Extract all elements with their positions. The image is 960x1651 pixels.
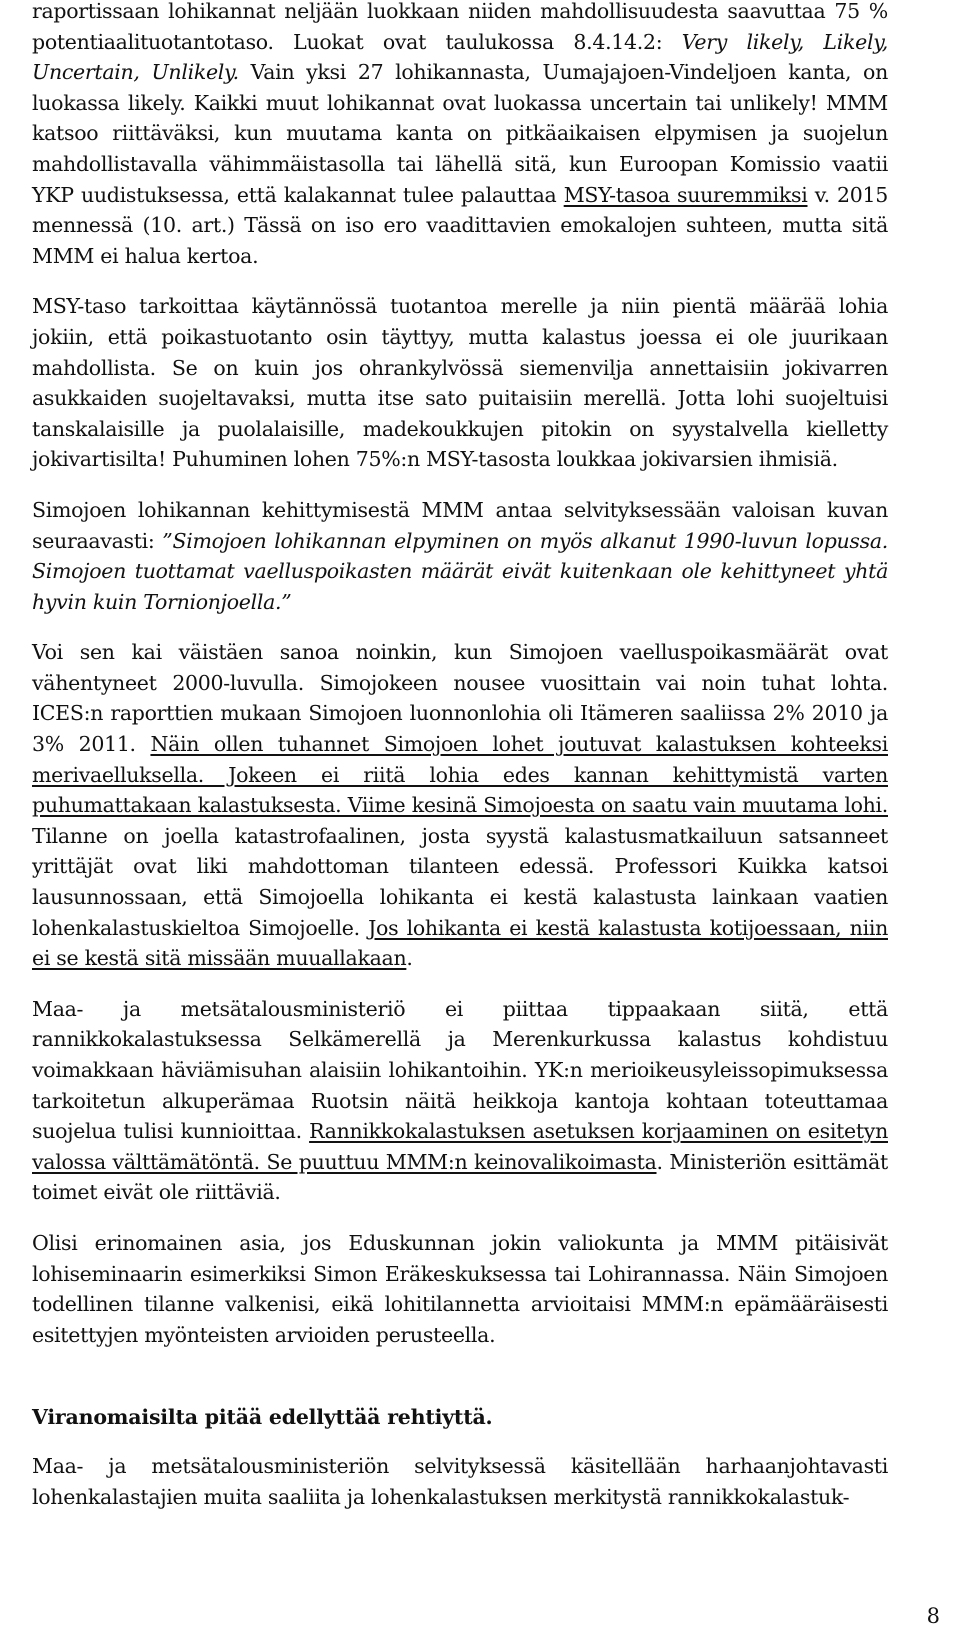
- underlined-asetus: Rannikkokalastuksen asetuksen korjaaminen on esitetyn valossa välttämätöntä. Se puuttuu MMM:n keinovalikoimasta: [32, 1119, 888, 1174]
- quote-text: ”Simojoen lohikannan elpyminen on myös alkanut 1990-luvun lopussa. Simojoen tuottamat vaelluspoikasten määrät eivät kuitenkaan ole kehittyneet yhtä hyvin kuin Tornionjoella.”: [32, 528, 888, 614]
- paragraph-msy-taso: MSY-taso tarkoittaa käytännössä tuotantoa merelle ja niin pientä määrää lohia jokiin, että poikastuotanto osin täyttyy, mutta kalastus joessa ei ole juurikaan mahdollista. Se on kuin jos ohrankylvössä siemenvilja annettaisiin jokivarren asukkaiden suojeltavaksi, mutta itse sato puitaisiin merellä. Jotta lohi suojeltuisi tanskalaisille ja puolalaisille, madekoukkujen pitokin on syystalvella kielletty jokivartisilta! Puhuminen lohen 75%:n MSY-tasosta loukkaa jokivarsien ihmisiä.: [32, 294, 888, 472]
- paragraph-vaelluspoikaset: Voi sen kai väistäen sanoa noinkin, kun Simojoen vaelluspoikasmäärät ovat vähentyneet 2000-luvulla. Simojokeen nousee vuosittain vai noin tuhat lohta. ICES:n raporttien mukaan Simojoen luonnonlohia oli Itämeren saaliissa 2% 2010 ja 3% 2011. Näin ollen tuhannet Simojoen lohet joutuvat kalastuksen kohteeksi merivaelluksella. Jokeen ei riitä lohia edes kannan kehittymistä varten puhumattakaan kalastuksesta. Viime kesinä Simojoesta on saatu vain muutama lohi. Tilanne on joella katastrofaalinen, josta syystä kalastusmatkailuun satsanneet yrittäjät ovat liki mahdottoman tilanteen edessä. Professori Kuikka katsoi lausunnossaan, että Simojoella lohikanta ei kestä kalastusta lainkaan vaatien lohenkalastuskieltoa Simojoelle. Jos lohikanta ei kestä kalastusta kotijoessaan, niin ei se kestä sitä missään muuallakaan.: [32, 640, 888, 971]
- section-heading: Viranomaisilta pitää edellyttää rehtiyttä.: [32, 1405, 493, 1430]
- text-column: [32, 0, 888, 1532]
- underlined-kotijoki: Jos lohikanta ei kestä kalastusta kotijoessaan, niin ei se kestä sitä missään muuallakaan: [32, 915, 888, 971]
- underlined-msy: MSY-tasoa suuremmiksi: [563, 182, 808, 207]
- paragraph-simojoki-kuva: Simojoen lohikannan kehittymisestä MMM antaa selvityksessään valoisan kuvan seuraavasti: ”Simojoen lohikannan elpyminen on myös alkanut 1990-luvun lopussa. Simojoen tuottamat vaelluspoikasten määrät eivät kuitenkaan ole kehittyneet yhtä hyvin kuin Tornionjoella.”: [32, 497, 888, 614]
- underlined-merivaellus: Näin ollen tuhannet Simojoen lohet joutuvat kalastuksen kohteeksi merivaelluksella. Jokeen ei riitä lohia edes kannan kehittymistä varten puhumattakaan kalastuksesta. Viime kesinä Simojoesta on saatu vain muutama lohi.: [32, 732, 888, 818]
- paragraph-lohiseminaari: Olisi erinomainen asia, jos Eduskunnan jokin valiokunta ja MMM pitäisivät lohiseminaarin esimerkiksi Simon Eräkeskuksessa tai Lohirannassa. Näin Simojoen todellinen tilanne valkenisi, eikä lohitilannetta arvioitaisi MMM:n epämääräisesti esitettyjen myönteisten arvioiden perusteella.: [32, 1230, 888, 1347]
- paragraph-rannikkokalastus: Maa- ja metsätalousministeriö ei piittaa tippaakaan siitä, että rannikkokalastuksessa Selkämerellä ja Merenkurkussa kalastus kohdistuu voimakkaan häviämisuhan alaisiin lohikantoihin. YK:n merioikeusyleissopimuksessa tarkoitetun alkuperämaa Ruotsin näitä heikkoja kantoja kohtaan toteuttamaa suojelua tulisi kunnioittaa. Rannikkokalastuksen asetuksen korjaaminen on esitetyn valossa välttämätöntä. Se puuttuu MMM:n keinovalikoimasta. Ministeriön esittämät toimet eivät ole riittäviä.: [32, 996, 888, 1205]
- paragraph-lohikannat: raportissaan lohikannat neljään luokkaan niiden mahdollisuudesta saavuttaa 75 % potentiaalituotantotaso. Luokat ovat taulukossa 8.4.14.2: Very likely, Likely, Uncertain, Unlikely. Vain yksi 27 lohikannasta, Uumajajoen-Vindeljoen kanta, on luokassa likely. Kaikki muut lohikannat ovat luokassa uncertain tai unlikely! MMM katsoo riittäväksi, kun muutama kanta on pitkäaikaisen elpymisen ja suojelun mahdollistavalla vähimmäistasolla tai lähellä sitä, kun Euroopan Komissio vaatii YKP uudistuksessa, että kalakannat tulee palauttaa MSY-tasoa suuremmiksi v. 2015 mennessä (10. art.) Tässä on iso ero vaadittavien emokalojen suhteen, mutta sitä MMM ei halua kertoa.: [32, 0, 888, 268]
- paragraph-harhaanjohtava: Maa- ja metsätalousministeriön selvityksessä käsitellään harhaanjohtavasti lohenkalastajien muita saaliita ja lohenkalastuksen merkitystä rannikkokalastuk-: [32, 1453, 888, 1509]
- page-number: 8: [926, 1604, 940, 1628]
